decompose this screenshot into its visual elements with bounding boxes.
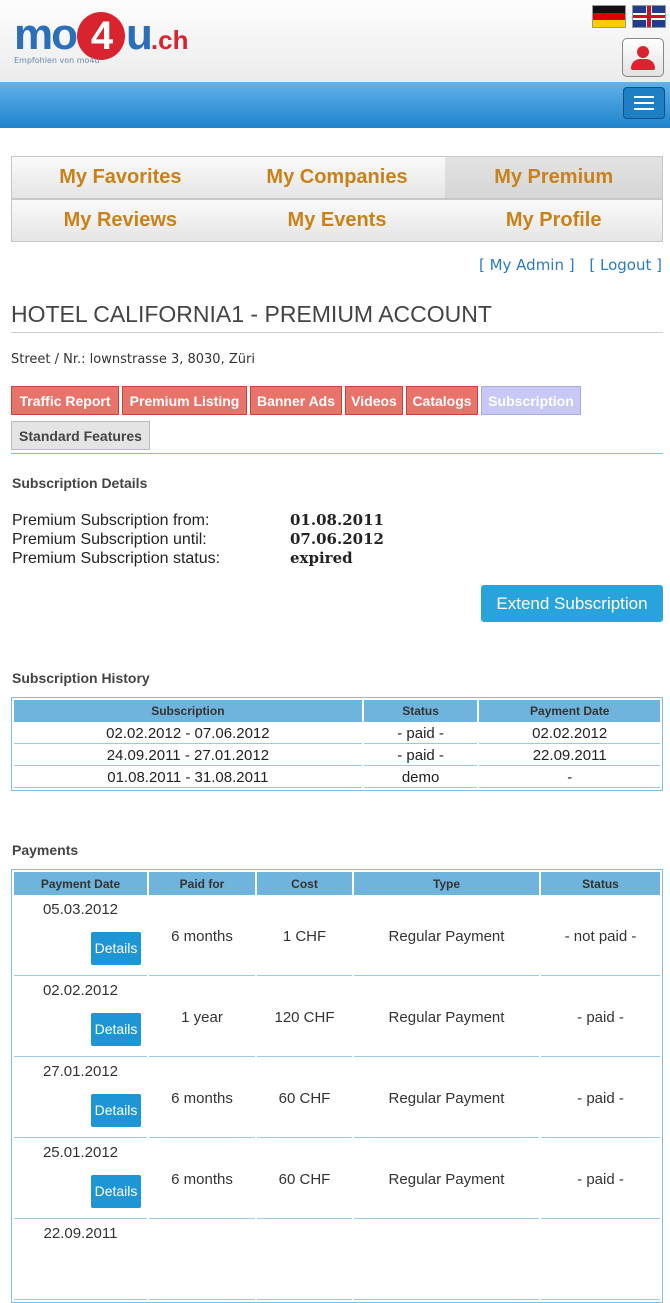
tab-premium-listing[interactable]: Premium Listing — [122, 386, 247, 415]
detail-row — [12, 530, 384, 549]
user-icon — [637, 46, 649, 58]
german-flag-icon[interactable] — [592, 5, 626, 28]
account-menu — [11, 156, 663, 242]
payment-date: 27.01.2012 — [42, 1063, 119, 1080]
table-row: 02.02.2012 - 07.06.2012 - paid - 02.02.2012 — [14, 724, 660, 744]
col-payment-date: Payment Date — [479, 700, 660, 722]
tab-catalogs[interactable]: Catalogs — [406, 386, 478, 415]
logo-wordmark: mo 4 u.ch — [14, 10, 189, 59]
table-row: 27.01.2012 Details 6 months 60 CHF Regular Payment - paid - — [14, 1059, 660, 1138]
from-value: 01.08.2011 — [290, 511, 384, 529]
subscription-details-heading: Subscription Details — [12, 475, 148, 491]
until-label: Premium Subscription until: — [12, 531, 207, 548]
menu-my-profile[interactable]: My Profile — [505, 209, 602, 231]
site-logo[interactable] — [12, 6, 227, 70]
uk-flag-icon[interactable] — [632, 5, 666, 28]
extend-subscription-button[interactable]: Extend Subscription — [481, 585, 663, 622]
col-type: Type — [354, 872, 539, 895]
subscription-details — [12, 511, 384, 568]
details-button[interactable]: Details — [91, 1094, 141, 1127]
table-row: 02.02.2012 Details 1 year 120 CHF Regular Payment - paid - — [14, 978, 660, 1057]
tab-traffic-report[interactable]: Traffic Report — [11, 386, 119, 415]
col-status: Status — [541, 872, 660, 895]
hamburger-menu-icon[interactable] — [623, 87, 665, 119]
tab-standard-features[interactable]: Standard Features — [11, 421, 150, 450]
tabs-divider — [11, 453, 663, 454]
user-account-button[interactable] — [622, 38, 664, 77]
details-button[interactable]: Details — [91, 932, 141, 965]
col-subscription: Subscription — [14, 700, 362, 722]
subscription-history-heading: Subscription History — [12, 670, 150, 686]
my-admin-link[interactable]: [ My Admin ] — [478, 256, 575, 274]
details-button[interactable]: Details — [91, 1013, 141, 1046]
table-row: 25.01.2012 Details 6 months 60 CHF Regular Payment - paid - — [14, 1140, 660, 1219]
table-row: 01.08.2011 - 31.08.2011 demo - — [14, 768, 660, 788]
col-paid-for: Paid for — [149, 872, 255, 895]
logo-tagline: Empfohlen von mo4u — [14, 56, 100, 65]
tab-subscription[interactable]: Subscription — [481, 386, 581, 415]
payments-heading: Payments — [12, 842, 79, 858]
page-title: HOTEL CALIFORNIA1 - PREMIUM ACCOUNT — [11, 301, 663, 333]
from-label: Premium Subscription from: — [12, 512, 210, 529]
admin-links — [469, 256, 662, 274]
tab-banner-ads[interactable]: Banner Ads — [250, 386, 342, 415]
table-row — [14, 1221, 660, 1300]
menu-my-companies[interactable]: My Companies — [266, 166, 408, 188]
details-button[interactable]: Details — [91, 1175, 141, 1208]
detail-row — [12, 511, 384, 530]
payments-table — [11, 869, 663, 1303]
status-value: expired — [290, 549, 353, 567]
account-menu-row — [11, 156, 663, 199]
col-payment-date: Payment Date — [14, 872, 147, 895]
col-status: Status — [364, 700, 478, 722]
tab-videos[interactable]: Videos — [345, 386, 403, 415]
col-cost: Cost — [257, 872, 352, 895]
status-label: Premium Subscription status: — [12, 550, 221, 567]
until-value: 07.06.2012 — [290, 530, 384, 548]
table-row: 05.03.2012 Details 6 months 1 CHF Regular Payment - not paid - — [14, 897, 660, 976]
menu-my-favorites[interactable]: My Favorites — [59, 166, 182, 188]
subscription-history-table — [11, 697, 663, 791]
company-address: Street / Nr.: lownstrasse 3, 8030, Züri — [11, 352, 255, 367]
payment-date: 22.09.2011 — [43, 1225, 118, 1242]
logout-link[interactable]: [ Logout ] — [589, 256, 662, 274]
payment-date: 25.01.2012 — [42, 1144, 119, 1161]
menu-my-reviews[interactable]: My Reviews — [63, 209, 178, 231]
detail-row — [12, 549, 353, 568]
menu-my-premium[interactable]: My Premium — [445, 157, 662, 198]
table-row: 24.09.2011 - 27.01.2012 - paid - 22.09.2011 — [14, 746, 660, 766]
nav-bar — [0, 82, 670, 128]
payment-date: 02.02.2012 — [42, 982, 119, 999]
payment-date: 05.03.2012 — [42, 901, 119, 918]
account-menu-row — [11, 199, 663, 242]
header — [0, 0, 670, 82]
menu-my-events[interactable]: My Events — [287, 209, 387, 231]
